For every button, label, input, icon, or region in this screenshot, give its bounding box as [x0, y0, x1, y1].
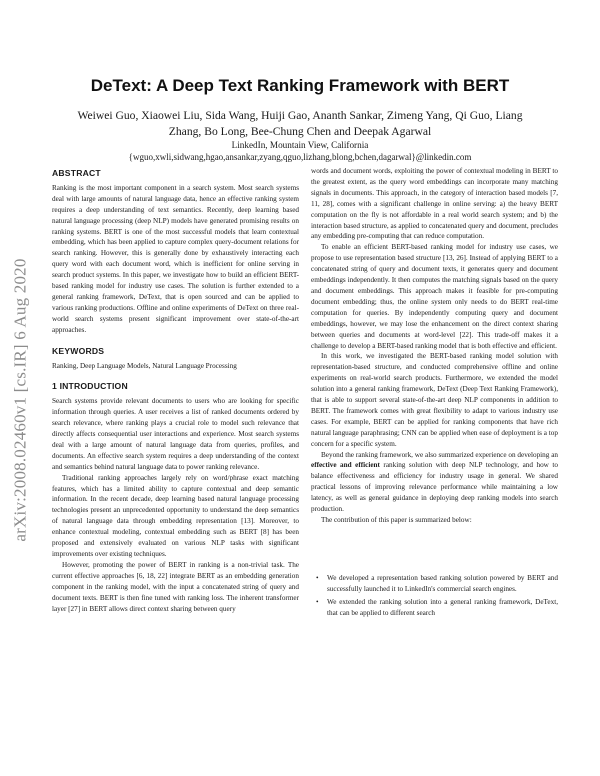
abstract-text: Ranking is the most important component in a search system. Most search systems deal with large amounts of natural language data, hence an effective ranking system requires a deep understanding of text semantics. Recently, deep learning based natural language processing (deep NLP) models have generated promising results on ranking systems. BERT is one of the most successful models that learn contextual embedding, which has been applied to capture complex query-document relations for search ranking. However, this is generally done by exhaustively interacting each query word with each document word, which is inefficient for online serving in search product systems. In this paper, we investigate how to build an efficient BERT-based ranking model for industry use cases. The solution is further extended to a general ranking framework, DeText, that is open sourced and can be applied to various ranking productions. Offline and online experiments of DeText on three real-world search systems present significant improvement over state-of-the-art approaches. [52, 183, 299, 334]
contribution-list [311, 573, 558, 619]
abstract-heading: ABSTRACT [52, 168, 101, 178]
intro-paragraph-7: Beyond the ranking framework, we also summarized experience on developing an effective and efficient ranking solution with deep NLP technology, and how to balance effectiveness and efficiency for industry usage in general. We shared practical lessons of improving relevance performance while maintaining a low latency, as well as general guidance in deploying deep ranking models into search production. [311, 450, 558, 514]
keywords-text: Ranking, Deep Language Models, Natural Language Processing [52, 361, 237, 370]
intro-paragraph-5: To enable an efficient BERT-based ranking model for industry use cases, we propose to use representation based structure [13, 26]. Instead of applying BERT to a concatenated string of query and document texts, it generates query and document embeddings independently. It then computes the matching signals based on the query and document embeddings. This approach makes it feasible for pre-computing document embedding; thus, the online system only needs to do BERT real-time computation for queries. By independently computing query and document embeddings, however, we may lose the enhancement on the direct context sharing between queries and documents at word-level [22]. This trade-off makes it a challenge to develop a BERT-based ranking model that is both effective and efficient. [311, 243, 558, 350]
intro-paragraph-1: Search systems provide relevant documents to users who are looking for specific information through queries. A user receives a list of ranked documents ordered by search relevance, where ranking plays a crucial role to model such relevance that directly affects consequential user interactions and experience. Most search systems deal with a large amount of natural language data from queries, profiles, and documents. An effective search system requires a deep understanding of the context and semantics behind natural language data to power ranking relevance. [52, 397, 299, 471]
affiliation: LinkedIn, Mountain View, California [231, 140, 369, 150]
right-column [311, 166, 558, 621]
intro-paragraph-6: In this work, we investigated the BERT-based ranking model solution with representation-based structure, and conducted comprehensive offline and online experiments on real-world search products. Furthermore, we extended the model solution into a general ranking framework, DeText (Deep Text Ranking Framework), that is able to support several state-of-the-art deep NLP components in addition to BERT. The framework comes with great flexibility to adapt to various industry use cases. For example, BERT can be applied for ranking components that have rich natural language paraphrasing; CNN can be applied when ease of deployment is a top concern for a specific system. [311, 352, 558, 448]
list-item: • We developed a representation based ranking solution powered by BERT and successfully launched it to LinkedIn's commercial search engines. [327, 573, 558, 595]
left-column [52, 166, 299, 614]
intro-paragraph-3: However, promoting the power of BERT in ranking is a non-trivial task. The current effective approaches [6, 18, 22] integrate BERT as an embedding generation component in the ranking model, with the input a concatenated string of query and document texts. BERT is then fine tuned with ranking loss. The inherent transformer layer [27] in BERT allows direct context sharing between query [52, 560, 299, 613]
arxiv-stamp [6, 220, 36, 580]
author-emails: {wguo,xwli,sidwang,hgao,ansankar,zyang,qguo,lizhang,blong,bchen,dagarwal}@linkedin.com [128, 152, 472, 162]
paper-title: DeText: A Deep Text Ranking Framework with BERT [90, 76, 510, 95]
contribution-intro: The contribution of this paper is summarized below: [321, 516, 472, 524]
bold-phrase: effective and efficient [311, 461, 380, 470]
arxiv-id: arXiv:2008.02460v1 [cs.IR] 6 Aug 2020 [11, 258, 30, 542]
introduction-heading: 1 INTRODUCTION [52, 381, 128, 392]
list-item: • We extended the ranking solution into a general ranking framework, DeText, that can be applied to different search [327, 597, 558, 619]
author-list: Weiwei Guo, Xiaowei Liu, Sida Wang, Huiji Gao, Ananth Sankar, Zimeng Yang, Qi Guo, Liang Zhang, Bo Long, Bee-Chung Chen and Deepak Agarwal [77, 109, 523, 138]
intro-paragraph-4: words and document words, exploiting the power of contextual modeling in BERT to the greatest extent, as the query word embeddings can incorporate many matching signals in documents. This approach, in the category of interaction based models [7, 11, 28], comes with a significant challenge in online serving: a) the heavy BERT computation on the fly is not affordable in a real world search system; and b) the interaction based structure, as applied to concatenated query and document, precludes any embedding pre-computing that can reduce computation. [311, 167, 558, 241]
intro-paragraph-2: Traditional ranking approaches largely rely on word/phrase exact matching features, which has a limited ability to capture contextual and deep semantic information. In the recent decade, deep learning based natural language processing technologies present an unprecedented opportunity to understand the deep semantics of natural language data through embedding representation [13]. Moreover, to enhance contextual modeling, contextual embedding such as BERT [8] has been proposed and extensively evaluated on various NLP tasks with significant improvements over existing techniques. [52, 473, 299, 558]
keywords-heading: KEYWORDS [52, 345, 105, 356]
